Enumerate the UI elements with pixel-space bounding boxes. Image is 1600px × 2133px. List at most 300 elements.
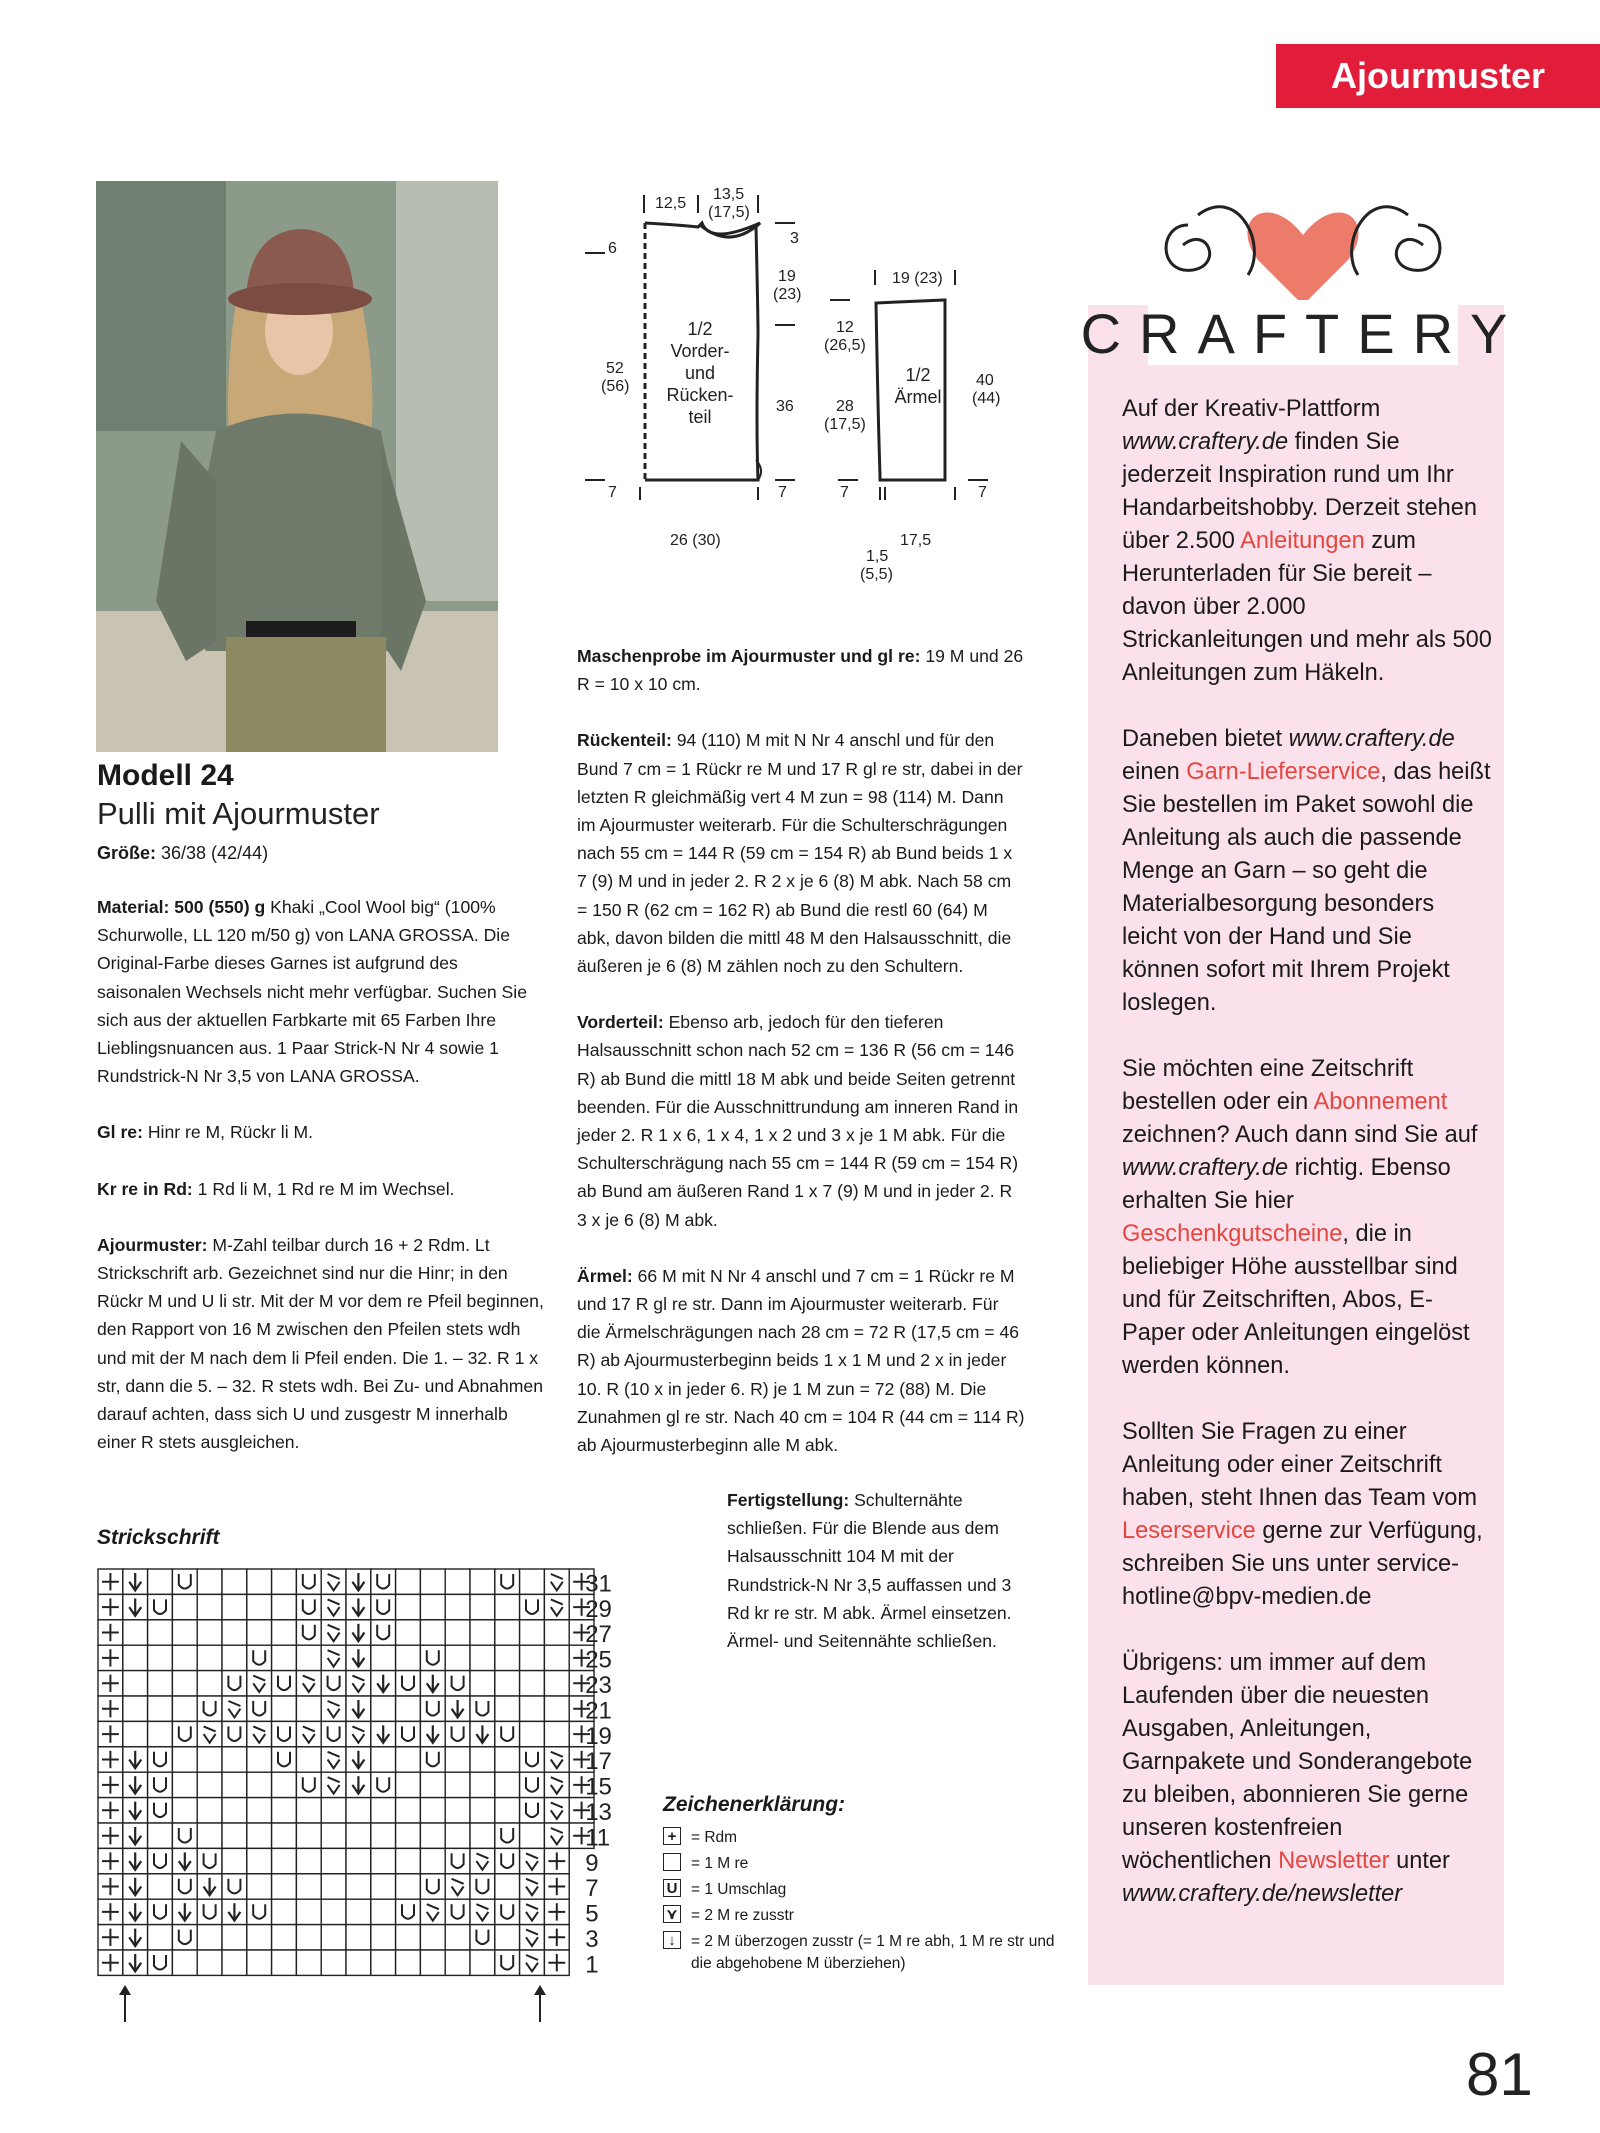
chart-cell [520, 1645, 545, 1670]
chart-cell [371, 1848, 396, 1873]
chart-cell [98, 1721, 123, 1746]
chart-cell [247, 1823, 272, 1848]
chart-cell [420, 1671, 445, 1696]
dim-sleeve-len: 28 [836, 398, 854, 415]
chart-cell [172, 1671, 197, 1696]
chart-cell [296, 1671, 321, 1696]
ruecken-text: 94 (110) M mit N Nr 4 anschl und für den Bund 7 cm = 1 Rückr re M und 17 R gl re str, dabei in der letzten R gleichmäßig vert 4 M zun = 98 (114) M. Dann im Ajourmuster weiterarb. Für die Schulterschrägungen nach 55 cm = 144 R (59 cm = 154 R) ab Bund beids 1 x 7 (9) M und in jeder 2. R 2 x je 6 (8) M abk. Nach 58 cm = 150 R (62 cm = 162 R) ab Bund die restl 60 (64) M abk, davon bilden die mittl 48 M den Halsausschnitt, die äußeren je 6 (8) M zählen noch zu den Schultern. [577, 730, 1023, 977]
chart-cell [520, 1594, 545, 1619]
chart-cell [321, 1747, 346, 1772]
chart-cell [420, 1874, 445, 1899]
chart-cell [247, 1569, 272, 1594]
chart-cell [296, 1721, 321, 1746]
dim-cuff-inc-b: (5,5) [860, 566, 893, 583]
rdm-icon: + [663, 1827, 681, 1845]
sidebar-link-craftery-2[interactable]: www.craftery.de [1288, 726, 1455, 752]
link-geschenkgutscheine[interactable]: Geschenkgutscheine [1122, 1221, 1343, 1247]
dim-top2b: (17,5) [708, 204, 750, 221]
chart-cell [98, 1747, 123, 1772]
chart-cell [296, 1772, 321, 1797]
chart-cell [222, 1569, 247, 1594]
glre-text: Hinr re M, Rückr li M. [142, 1122, 314, 1143]
chart-cell [520, 1874, 545, 1899]
fertig-text: Schulternähte schließen. Für die Blende aus dem Halsausschnitt 104 M mit der Rundstrick-N Nr 3,5 auffassen und 3 Rd kr re str. M abk. Ärmel einsetzen. Ärmel- und Seitennähte schließen. [727, 1490, 1012, 1652]
chart-cell [520, 1721, 545, 1746]
chart-cell [544, 1569, 569, 1594]
chart-cell [420, 1899, 445, 1924]
chart-cell [495, 1798, 520, 1823]
chart-cell [321, 1874, 346, 1899]
glre-paragraph [97, 1118, 545, 1146]
chart-cell [495, 1848, 520, 1873]
chart-cell [445, 1696, 470, 1721]
chart-cell [123, 1899, 148, 1924]
chart-cell [197, 1823, 222, 1848]
chart-cell [495, 1823, 520, 1848]
chart-cell [272, 1671, 297, 1696]
link-newsletter[interactable]: Newsletter [1278, 1848, 1390, 1874]
chart-row-number: 21 [585, 1697, 612, 1725]
chart-cell [346, 1899, 371, 1924]
chart-cell [371, 1569, 396, 1594]
chart-cell [445, 1772, 470, 1797]
chart-cell [98, 1696, 123, 1721]
dim-armhole-b: (23) [773, 286, 802, 303]
chart-cell [396, 1823, 421, 1848]
chart-cell [321, 1950, 346, 1975]
chart-cell [396, 1798, 421, 1823]
chart-row-number: 27 [585, 1621, 612, 1649]
chart-cell [321, 1569, 346, 1594]
chart-cell [396, 1747, 421, 1772]
chart-cell [272, 1848, 297, 1873]
chart-cell [197, 1645, 222, 1670]
sidebar-p3: Sie möchten eine Zeitschrift bestellen oder ein Abonnement zeichnen? Auch dann sind Sie auf www.craftery.de richtig. Ebenso erhalten Sie hier Geschenkgutscheine, die in beliebiger Höhe ausstellbar sind und für Zeitschriften, Abos, E-Paper oder Anleitungen eingelöst werden können. [1122, 1056, 1478, 1379]
page-number: 81 [1466, 2041, 1533, 2108]
chart-cell [98, 1823, 123, 1848]
chart-cell [197, 1569, 222, 1594]
chart-cell [197, 1874, 222, 1899]
chart-cell [197, 1848, 222, 1873]
dim-sleeve-cap-b: (26,5) [824, 337, 866, 354]
chart-row-number: 23 [585, 1672, 612, 1699]
chart-row-number: 11 [585, 1824, 611, 1852]
legend-item [663, 1905, 1063, 1931]
chart-cell [520, 1620, 545, 1645]
chart-cell [197, 1721, 222, 1746]
chart-cell [98, 1620, 123, 1645]
dim-height: 52 [606, 360, 624, 377]
krre-label: Kr re in Rd: [97, 1178, 193, 1199]
chart-cell [495, 1569, 520, 1594]
chart-cell [520, 1696, 545, 1721]
chart-cell [470, 1874, 495, 1899]
chart-cell [123, 1721, 148, 1746]
chart-cell [544, 1823, 569, 1848]
chart-cell [495, 1721, 520, 1746]
chart-cell [321, 1645, 346, 1670]
chart-cell [222, 1620, 247, 1645]
sleeve-label: 1/2 Ärmel [894, 365, 942, 407]
chart-cell [445, 1848, 470, 1873]
chart-cell [321, 1721, 346, 1746]
chart-cell [197, 1925, 222, 1950]
chart-cell [495, 1899, 520, 1924]
chart-cell [172, 1823, 197, 1848]
chart-cell [445, 1823, 470, 1848]
dim-sleeve-h-b: (44) [972, 390, 1001, 407]
chart-cell [495, 1671, 520, 1696]
chart-cell [544, 1925, 569, 1950]
chart-cell [296, 1696, 321, 1721]
chart-cell [346, 1671, 371, 1696]
chart-cell [148, 1594, 173, 1619]
chart-row-number: 15 [585, 1773, 612, 1801]
dim-cuff-left: 7 [840, 484, 849, 501]
sidebar-p5: Übrigens: um immer auf dem Laufenden über die neuesten Ausgaben, Anleitungen, Garnpakete und Sonderangebote zu bleiben, abonnieren Sie gerne unseren kostenfreien wöchentlichen Newsletter unter www.craftery.de/newsletter [1122, 1650, 1473, 1907]
chart-cell [247, 1594, 272, 1619]
dim-height-b: (56) [601, 378, 630, 395]
chart-cell [520, 1772, 545, 1797]
chart-cell [272, 1569, 297, 1594]
chart-cell [346, 1721, 371, 1746]
chart-cell [247, 1950, 272, 1975]
chart-cell [520, 1823, 545, 1848]
chart-cell [520, 1950, 545, 1975]
chart-cell [346, 1696, 371, 1721]
sidebar-link-craftery-3[interactable]: www.craftery.de [1122, 1155, 1289, 1181]
chart-cell [98, 1899, 123, 1924]
chart-cell [296, 1874, 321, 1899]
aermel-paragraph [577, 1262, 1025, 1459]
chart-cell [172, 1950, 197, 1975]
chart-cell [495, 1874, 520, 1899]
chart-cell [420, 1823, 445, 1848]
chart-cell [445, 1671, 470, 1696]
dim-cuff-w: 17,5 [900, 532, 932, 549]
chart-cell [495, 1950, 520, 1975]
chart-cell [420, 1925, 445, 1950]
chart-cell [371, 1594, 396, 1619]
chart-cell [296, 1950, 321, 1975]
chart-cell [296, 1620, 321, 1645]
chart-cell [396, 1848, 421, 1873]
chart-cell [445, 1594, 470, 1619]
chart-cell [148, 1874, 173, 1899]
sidebar-p4: Sollten Sie Fragen zu einer Anleitung oder einer Zeitschrift haben, steht Ihnen das Team vom Leserservice gerne zur Verfügung, schreiben Sie uns unter service-hotline@bpv-medien.de [1122, 1419, 1483, 1610]
chart-cell [495, 1747, 520, 1772]
chart-cell [98, 1569, 123, 1594]
chart-cell [296, 1569, 321, 1594]
chart-cell [420, 1950, 445, 1975]
chart-cell [520, 1925, 545, 1950]
chart-cell [346, 1950, 371, 1975]
chart-cell [296, 1645, 321, 1670]
chart-cell [396, 1950, 421, 1975]
chart-cell [222, 1645, 247, 1670]
sidebar-p1: Auf der Kreativ-Plattform www.craftery.de finden Sie jederzeit Inspiration rund um Ihr Handarbeitshobby. Derzeit stehen über 2.500 Anleitungen zum Herunterladen für Sie bereit – davon über 2.000 Strickanleitungen und mehr als 500 Anleitungen zum Häkeln. [1122, 396, 1492, 686]
dim-sleeve-top: 19 (23) [892, 270, 943, 287]
chart-cell [346, 1925, 371, 1950]
chart-cell [272, 1620, 297, 1645]
glre-label: Gl re: [97, 1122, 143, 1143]
strickschrift-title: Strickschrift [97, 1526, 220, 1549]
chart-cell [445, 1899, 470, 1924]
chart-cell [148, 1645, 173, 1670]
ajour-text: M-Zahl teilbar durch 16 + 2 Rdm. Lt Strickschrift arb. Gezeichnet sind nur die Hinr; in den Rückr M und U li str. Mit der M vor dem re Pfeil beginnen, den Rapport von 16 M zwischen den Pfeilen stets wdh und mit der M nach dem li Pfeil enden. Die 1. – 32. R 1 x str, dann die 5. – 32. R stets wdh. Bei Zu- und Abnahmen darauf achten, dass sich U und zusgestr M innerhalb einer R stets ausgleichen. [97, 1234, 544, 1453]
chart-cell [123, 1823, 148, 1848]
link-leserservice[interactable]: Leserservice [1122, 1518, 1256, 1544]
chart-cell [544, 1747, 569, 1772]
chart-cell [544, 1696, 569, 1721]
maschen-label: Maschenprobe im Ajourmuster und gl re: [577, 646, 921, 666]
chart-cell [272, 1950, 297, 1975]
chart-cell [197, 1899, 222, 1924]
chart-cell [272, 1721, 297, 1746]
chart-cell [445, 1569, 470, 1594]
legend [663, 1793, 1063, 1979]
chart-cell [172, 1874, 197, 1899]
legend-item [663, 1827, 1063, 1853]
chart-cell [123, 1925, 148, 1950]
chart-cell [321, 1594, 346, 1619]
chart-cell [197, 1772, 222, 1797]
chart-cell [296, 1823, 321, 1848]
chart-cell [346, 1874, 371, 1899]
chart-cell [123, 1950, 148, 1975]
chart-cell [272, 1747, 297, 1772]
chart-cell [396, 1696, 421, 1721]
chart-cell [172, 1721, 197, 1746]
chart-cell [123, 1620, 148, 1645]
chart-cell [445, 1721, 470, 1746]
legend-text: = Rdm [691, 1829, 738, 1846]
chart-cell [222, 1721, 247, 1746]
dim-side: 36 [776, 398, 794, 415]
chart-cell [420, 1798, 445, 1823]
dim-top2: 13,5 [713, 186, 745, 203]
dim-hem-right: 7 [778, 484, 787, 501]
chart-cell [544, 1620, 569, 1645]
sidebar-text [1122, 393, 1492, 1944]
chart-cell [98, 1950, 123, 1975]
link-anleitungen[interactable]: Anleitungen [1240, 528, 1365, 554]
chart-cell [544, 1594, 569, 1619]
vorder-text: Ebenso arb, jedoch für den tieferen Halsausschnitt schon nach 52 cm = 136 R (56 cm = 146 R) ab Bund die mittl 18 M abk und beide Seiten getrennt beenden. Für die Ausschnittrundung am inneren Rand in jeder 2. R 1 x 6, 1 x 4, 1 x 2 und 3 x je 1 M abk. Für die Schulterschrägung nach 55 cm = 144 R (59 cm = 154 R) ab Bund am äußeren Rand 1 x 7 (9) M und in jeder 2. R 3 x je 6 (8) M abk. [577, 1012, 1019, 1230]
sidebar-link-craftery[interactable]: www.craftery.de [1122, 429, 1289, 455]
chart-cell [470, 1772, 495, 1797]
chart-cell [123, 1569, 148, 1594]
chart-cell [148, 1671, 173, 1696]
chart-cell [396, 1671, 421, 1696]
chart-cell [346, 1620, 371, 1645]
material-text: Khaki „Cool Wool big“ (100% Schurwolle, LL 120 m/50 g) von LANA GROSSA. Die Original-Farbe dieses Garnes ist aufgrund des saisonalen Wechsels nicht mehr verfügbar. Suchen Sie sich aus der aktuellen Farbkarte mit 65 Farben Ihre Lieblingsnuancen aus. 1 Paar Strick-N Nr 4 sowie 1 Rundstrick-N Nr 3,5 von LANA GROSSA. [97, 897, 527, 1087]
chart-cell [321, 1823, 346, 1848]
chart-cell [321, 1848, 346, 1873]
chart-cell [544, 1899, 569, 1924]
maschen-paragraph [577, 642, 1025, 698]
fertigstellung [727, 1486, 1027, 1683]
chart-row-number: 1 [585, 1951, 599, 1979]
chart-cell [247, 1620, 272, 1645]
chart-cell [172, 1772, 197, 1797]
chart-cell [445, 1798, 470, 1823]
chart-cell [445, 1874, 470, 1899]
chart-cell [98, 1925, 123, 1950]
chart-cell [222, 1848, 247, 1873]
chart-row-number: 3 [585, 1926, 599, 1953]
chart-cell [296, 1594, 321, 1619]
chart-cell [123, 1747, 148, 1772]
size-label: Größe: [97, 843, 157, 863]
chart-cell [346, 1848, 371, 1873]
chart-cell [470, 1721, 495, 1746]
chart-cell [371, 1645, 396, 1670]
chart-cell [172, 1569, 197, 1594]
ruecken-label: Rückenteil: [577, 730, 672, 751]
chart-cell [420, 1645, 445, 1670]
chart-cell [272, 1899, 297, 1924]
dim-shoulder: 3 [790, 230, 799, 247]
chart-cell [98, 1848, 123, 1873]
chart-cell [520, 1671, 545, 1696]
chart-cell [470, 1620, 495, 1645]
chart-cell [222, 1696, 247, 1721]
chart-row-number: 5 [585, 1900, 599, 1928]
chart-cell [148, 1823, 173, 1848]
chart-cell [346, 1798, 371, 1823]
chart-cell [247, 1798, 272, 1823]
chart-cell [396, 1721, 421, 1746]
link-garn-lieferservice[interactable]: Garn-Lieferservice [1186, 759, 1381, 785]
chart-cell [222, 1823, 247, 1848]
chart-cell [520, 1569, 545, 1594]
repeat-arrows [119, 1985, 546, 2022]
chart-cell [544, 1772, 569, 1797]
chart-cell [371, 1798, 396, 1823]
dim-cuff-right: 7 [978, 484, 987, 501]
chart-cell [172, 1696, 197, 1721]
chart-cell [197, 1620, 222, 1645]
craftery-logo [1080, 165, 1526, 365]
chart-cell [470, 1645, 495, 1670]
legend-item [663, 1853, 1063, 1879]
dim-sleeve-len-b: (17,5) [824, 416, 866, 433]
rm-icon [663, 1853, 681, 1871]
krre-paragraph [97, 1175, 545, 1203]
legend-item [663, 1931, 1063, 1979]
material-paragraph [97, 893, 545, 1090]
krre-text: 1 Rd li M, 1 Rd re M im Wechsel. [192, 1178, 455, 1199]
chart-cell [420, 1721, 445, 1746]
chart-cell [98, 1671, 123, 1696]
chart-cell [148, 1696, 173, 1721]
model-photo [96, 181, 498, 752]
chart-cell [172, 1798, 197, 1823]
chart-cell [123, 1696, 148, 1721]
chart-cell [470, 1848, 495, 1873]
chart-cell [272, 1823, 297, 1848]
chart-cell [321, 1696, 346, 1721]
chart-cell [396, 1925, 421, 1950]
aermel-label: Ärmel: [577, 1265, 633, 1286]
chart-cell [520, 1848, 545, 1873]
ueb-icon: ↓ [663, 1931, 681, 1949]
chart-cell [172, 1594, 197, 1619]
chart-cell [470, 1925, 495, 1950]
chart-cell [148, 1721, 173, 1746]
chart-cell [445, 1620, 470, 1645]
chart-cell [396, 1772, 421, 1797]
model-heading [97, 757, 557, 867]
chart-cell [445, 1925, 470, 1950]
legend-text: = 2 M überzogen zusstr (= 1 M re abh, 1 M re str und die abgehobene M überziehen) [691, 1933, 1055, 1972]
chart-cell [321, 1671, 346, 1696]
chart-cell [544, 1848, 569, 1873]
dim-cuff-inc: 1,5 [866, 548, 889, 565]
chart-cell [346, 1594, 371, 1619]
chart-cell [420, 1772, 445, 1797]
chart-cell [247, 1874, 272, 1899]
chart-cell [396, 1645, 421, 1670]
chart-cell [520, 1899, 545, 1924]
ajour-label: Ajourmuster: [97, 1234, 208, 1255]
size-value: 36/38 (42/44) [156, 843, 269, 863]
chart-cell [495, 1620, 520, 1645]
section-tag: Ajourmuster [1276, 44, 1600, 108]
link-abonnement[interactable]: Abonnement [1313, 1089, 1448, 1115]
chart-cell [396, 1899, 421, 1924]
model-size [97, 839, 557, 867]
chart-cell [247, 1671, 272, 1696]
chart-cell [321, 1772, 346, 1797]
chart-cell [247, 1721, 272, 1746]
chart-cell [123, 1671, 148, 1696]
sidebar-p2: Daneben bietet www.craftery.de einen Garn-Lieferservice, das heißt Sie bestellen im Paket sowohl die Anleitung als auch die passende Menge an Garn – so geht die Materialbesorgung besonders leicht von der Hand und Sie können sofort mit Ihrem Projekt loslegen. [1122, 726, 1491, 1016]
chart-cell [148, 1569, 173, 1594]
chart-cell [420, 1620, 445, 1645]
chart-cell [98, 1772, 123, 1797]
chart-cell [470, 1594, 495, 1619]
chart-cell [123, 1798, 148, 1823]
legend-text: = 1 Umschlag [691, 1881, 787, 1898]
chart-row-number: 13 [585, 1799, 612, 1826]
sidebar-link-newsletter[interactable]: www.craftery.de/newsletter [1122, 1881, 1403, 1907]
chart-cell [222, 1899, 247, 1924]
chart-cell [123, 1848, 148, 1873]
chart-cell [420, 1696, 445, 1721]
middle-column [577, 642, 1025, 1487]
chart-cell [123, 1594, 148, 1619]
chart-cell [247, 1772, 272, 1797]
chart-cell [371, 1747, 396, 1772]
chart-cell [148, 1747, 173, 1772]
chart-cell [222, 1594, 247, 1619]
chart-cell [98, 1645, 123, 1670]
chart-cell [544, 1721, 569, 1746]
dim-armhole: 19 [778, 268, 796, 285]
chart-cell [197, 1696, 222, 1721]
model-subtitle: Pulli mit Ajourmuster [97, 796, 380, 831]
chart-cell [222, 1772, 247, 1797]
material-label: Material: 500 (550) g [97, 897, 266, 917]
vorder-label: Vorderteil: [577, 1012, 664, 1033]
aermel-text: 66 M mit N Nr 4 anschl und 7 cm = 1 Rückr re M und 17 R gl re str. Dann im Ajourmuster weiterarb. Für die Ärmelschrägungen nach 28 cm = 72 R (17,5 cm = 46 R) ab Ajourmusterbeginn beids 1 x 1 M und 2 x in jeder 10. R (10 x in jeder 6. R) je 1 M zun = 72 (88) M. Die Zunahmen gl re str. Nach 40 cm = 104 R (44 cm = 114 R) ab Ajourmusterbeginn alle M abk. [577, 1265, 1025, 1456]
chart-cell [470, 1823, 495, 1848]
chart-cell [197, 1747, 222, 1772]
chart-row-number: 25 [585, 1646, 612, 1674]
legend-text: = 1 M re [691, 1855, 749, 1872]
